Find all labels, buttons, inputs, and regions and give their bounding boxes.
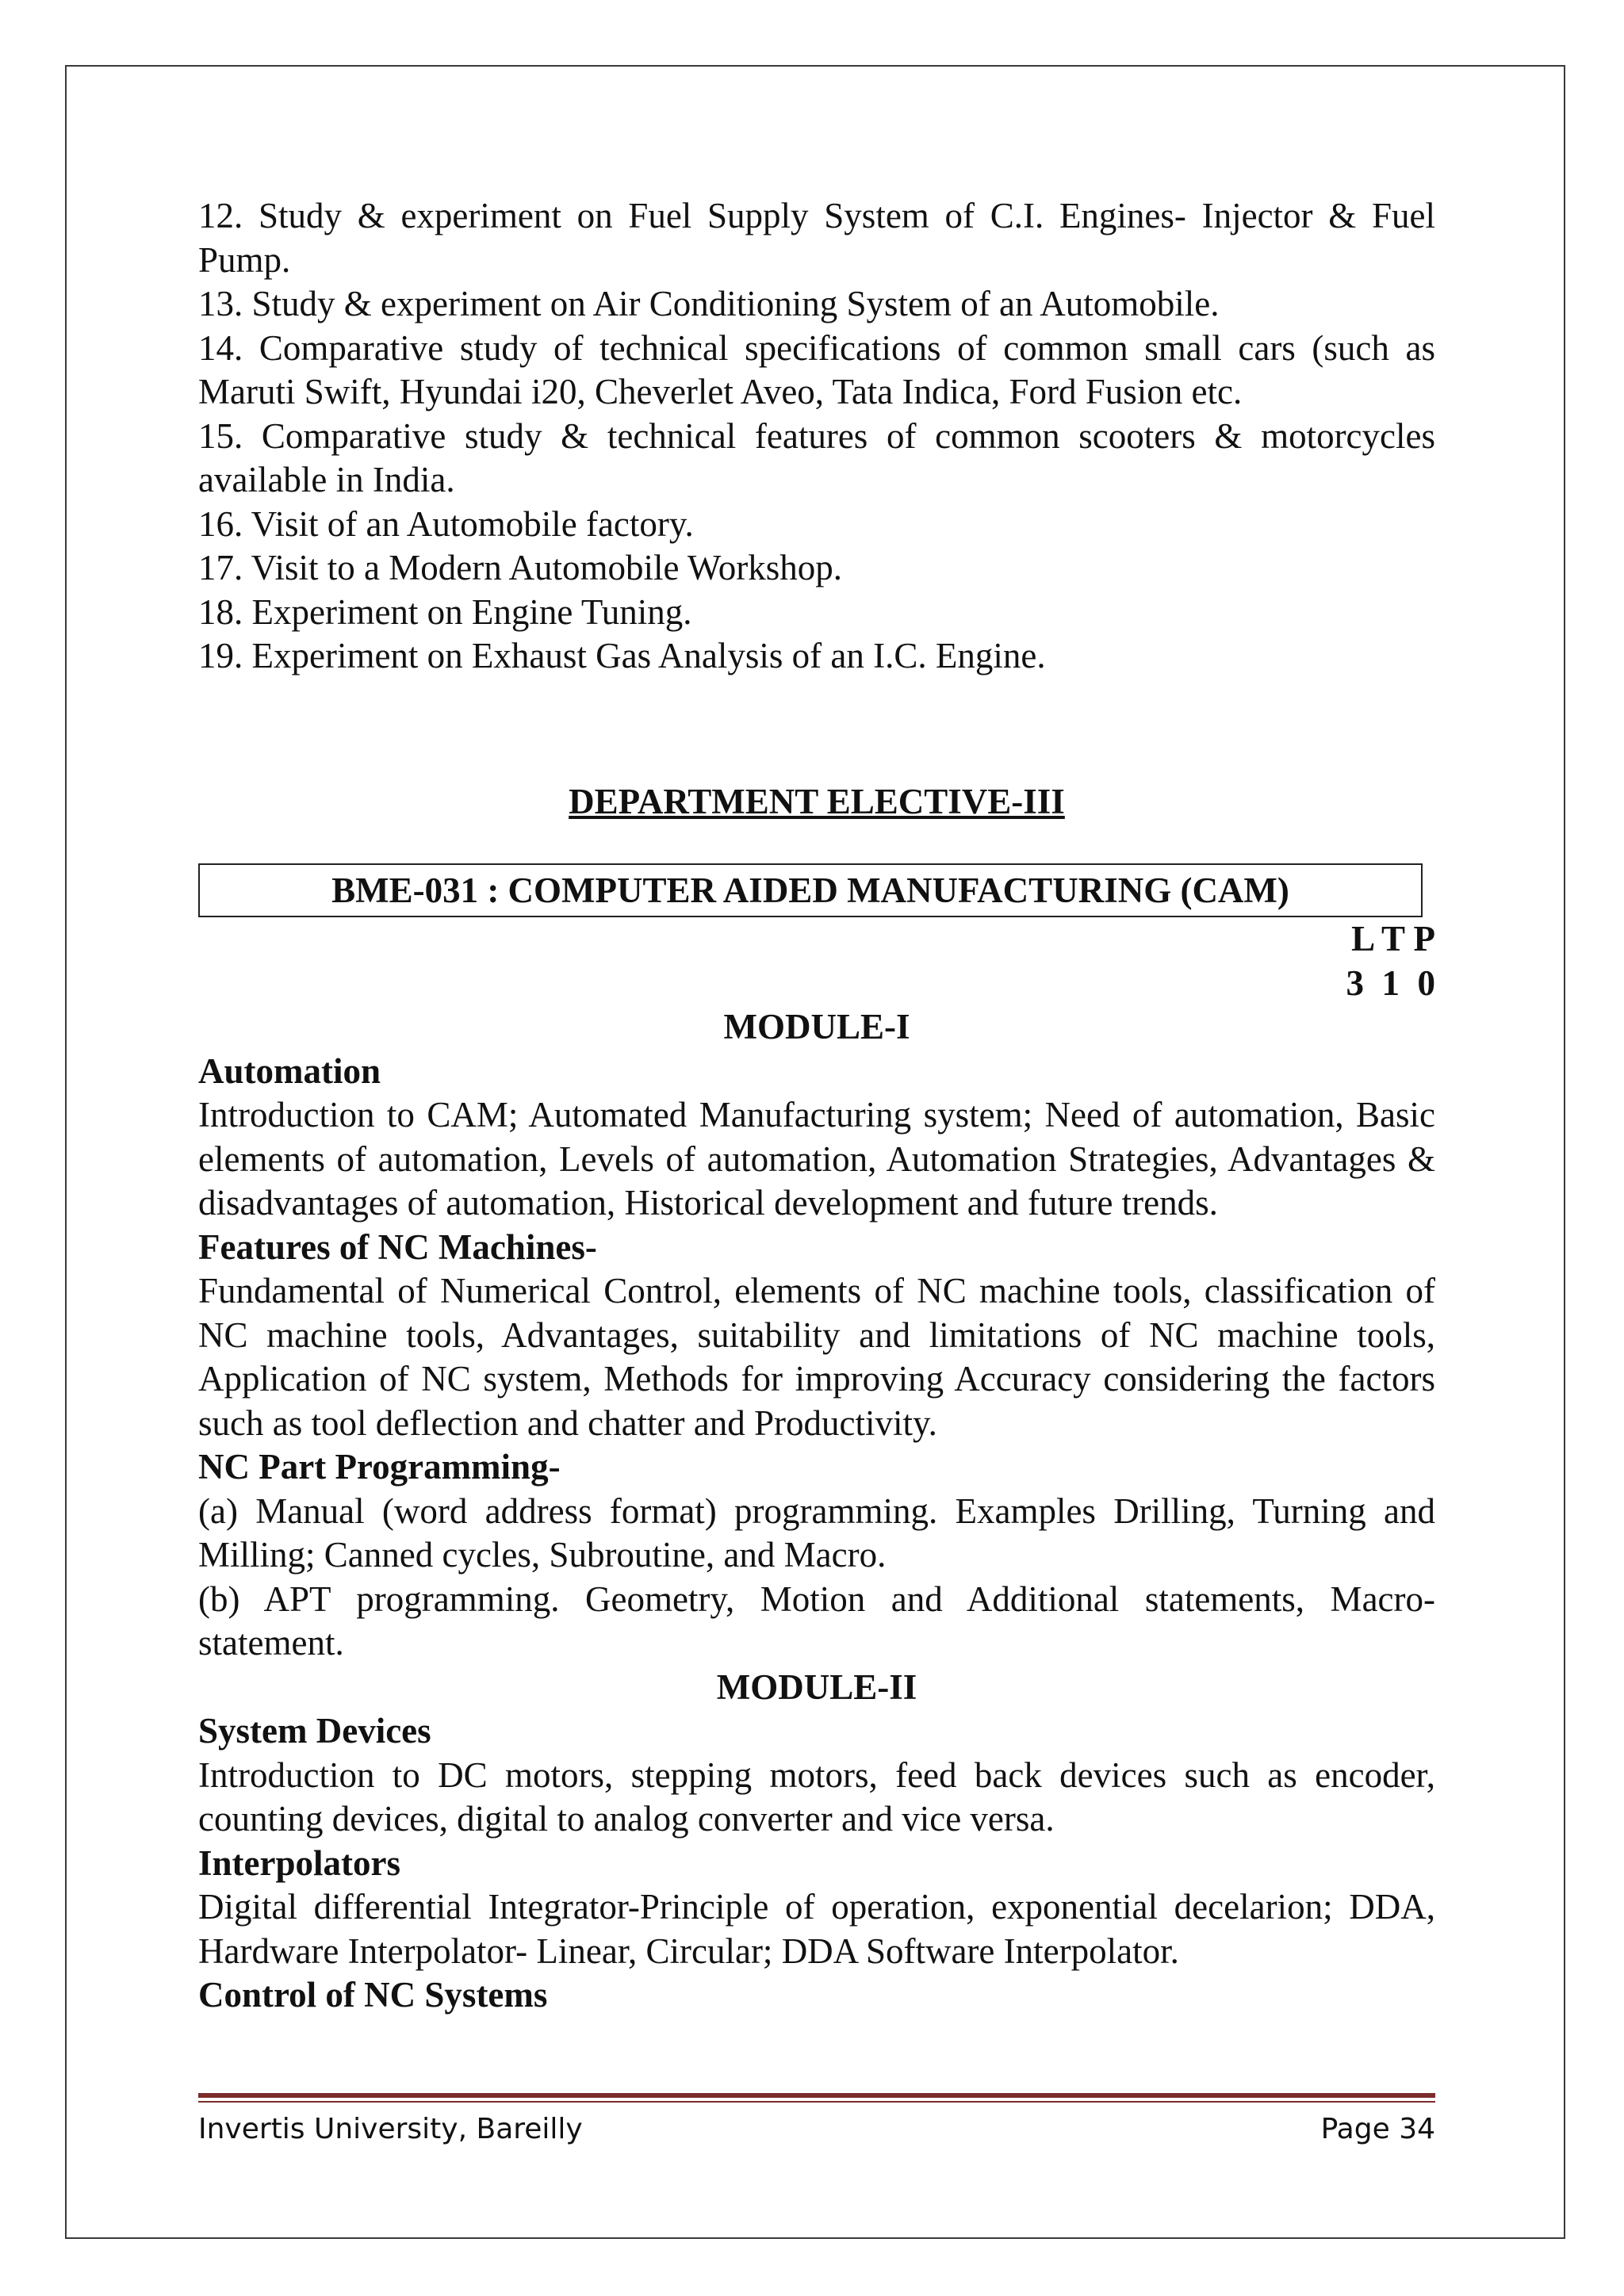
nc-features-text: Fundamental of Numerical Control, elements of NC machine tools, classification of NC machine tools, Advantages, suitability and limitations of NC machine tools, Application of NC system, Methods for improving Accuracy considering the factors such as tool deflection and chatter and Productivity. (198, 1271, 1435, 1443)
footer-institution: Invertis University, Bareilly (198, 2113, 583, 2145)
interpolators-text: Digital differential Integrator-Principle of operation, exponential decelarion; DDA, Hardware Interpolator- Linear, Circular; DDA Software Interpolator. (198, 1887, 1435, 1971)
automation-text: Introduction to CAM; Automated Manufacturing system; Need of automation, Basic elements of automation, Levels of automation, Automation Strategies, Advantages & disadvantages of automation, Historical development and future trends. (198, 1095, 1435, 1223)
interpolators-heading: Interpolators (198, 1843, 400, 1883)
experiment-item-18: 18. Experiment on Engine Tuning. (198, 591, 692, 632)
control-nc-heading: Control of NC Systems (198, 1975, 548, 2015)
experiment-item-15: 15. Comparative study & technical features of common scooters & motorcycles available in India. (198, 415, 1435, 499)
experiment-item-17: 17. Visit to a Modern Automobile Workshop. (198, 548, 842, 587)
nc-programming-a: (a) Manual (word address format) programming. Examples Drilling, Turning and Milling; Canned cycles, Subroutine, and Macro. (198, 1490, 1435, 1575)
automation-heading: Automation (198, 1050, 381, 1091)
module-2-title: MODULE-II (716, 1667, 917, 1707)
experiment-item-14: 14. Comparative study of technical specifications of common small cars (such as Maruti Swift, Hyundai i20, Cheverlet Aveo, Tata Indica, Ford Fusion etc. (198, 327, 1435, 411)
nc-programming-b: (b) APT programming. Geometry, Motion and Additional statements, Macro-statement. (198, 1578, 1435, 1663)
footer-page-number: Page 34 (1320, 2113, 1435, 2145)
nc-programming-heading: NC Part Programming- (198, 1447, 561, 1487)
course-title: BME-031 : COMPUTER AIDED MANUFACTURING (CAM) (331, 871, 1289, 910)
ltp-values: 3 1 0 (1346, 962, 1435, 1003)
system-devices-text: Introduction to DC motors, stepping motors, feed back devices such as encoder, counting devices, digital to analog converter and vice versa. (198, 1755, 1435, 1839)
system-devices-heading: System Devices (198, 1711, 431, 1751)
ltp-header: L T P (1351, 919, 1435, 959)
nc-features-heading: Features of NC Machines- (198, 1226, 597, 1267)
footer-rule-thin (198, 2101, 1435, 2103)
page-content (198, 194, 1435, 2018)
experiment-item-13: 13. Study & experiment on Air Conditioning System of an Automobile. (198, 284, 1220, 323)
experiment-item-19: 19. Experiment on Exhaust Gas Analysis of an I.C. Engine. (198, 636, 1046, 675)
experiment-item-12: 12. Study & experiment on Fuel Supply System of C.I. Engines- Injector & Fuel Pump. (198, 196, 1435, 280)
footer-rule (198, 2093, 1435, 2098)
experiment-item-16: 16. Visit of an Automobile factory. (198, 503, 694, 544)
course-title-box (198, 863, 1423, 917)
module-1-title: MODULE-I (723, 1007, 910, 1047)
elective-title: DEPARTMENT ELECTIVE-III (569, 781, 1065, 821)
